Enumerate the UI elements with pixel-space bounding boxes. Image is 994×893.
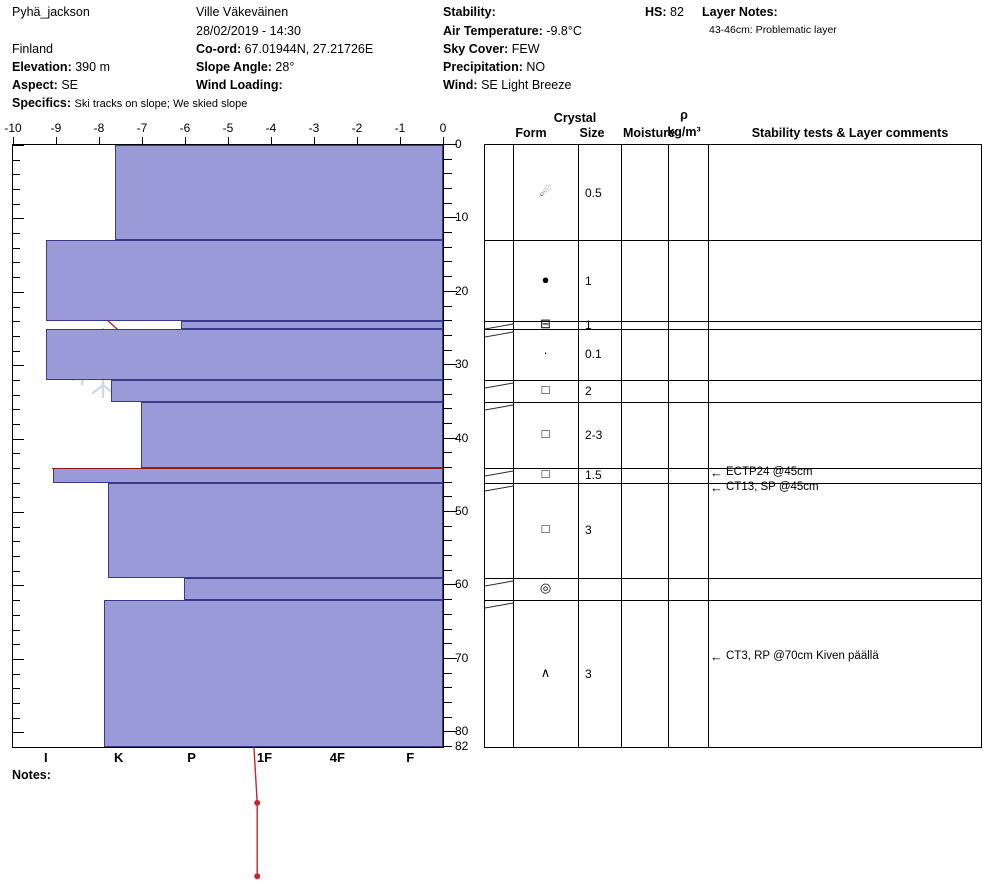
depth-tick-left	[13, 218, 24, 219]
precipitation-particles-icon: ☄	[539, 183, 552, 199]
depth-tick-left	[13, 262, 20, 263]
depth-tick	[444, 599, 452, 600]
depth-tick-left	[13, 556, 20, 557]
depth-tick-left	[13, 395, 20, 396]
layer-connector	[485, 475, 513, 491]
elevation-row	[12, 60, 110, 74]
layer-connector	[485, 394, 513, 410]
depth-tick-left	[13, 585, 24, 586]
temperature-tick	[400, 137, 401, 144]
temperature-tick-label: -4	[265, 121, 277, 135]
depth-tick-left	[13, 160, 20, 161]
layer-boundary	[485, 240, 981, 241]
depth-tick-left	[13, 321, 20, 322]
specifics-row	[12, 96, 247, 110]
precipitation-value: NO	[526, 60, 546, 74]
depth-tick	[444, 555, 452, 556]
layer-boundary	[485, 329, 981, 330]
precipitation-row	[443, 60, 545, 74]
temperature-tick	[13, 137, 14, 144]
depth-tick	[444, 526, 452, 527]
stability-test-label: ECTP24 @45cm	[726, 466, 813, 479]
depth-tick	[444, 159, 452, 160]
density-symbol-header: ρ	[680, 108, 688, 122]
temperature-tick	[185, 137, 186, 144]
depth-tick	[444, 643, 452, 644]
depth-tick-label: 82	[455, 739, 469, 753]
depth-tick	[444, 496, 452, 497]
depth-tick-left	[13, 674, 20, 675]
snow-height-value: 82	[670, 5, 684, 19]
slope-angle-label: Slope Angle:	[196, 60, 272, 74]
depth-tick-label: 30	[455, 357, 469, 372]
depth-tick-left	[13, 688, 20, 689]
temperature-tick	[228, 137, 229, 144]
layer-bar	[108, 483, 443, 578]
layer-connector	[485, 461, 513, 477]
temperature-tick	[99, 137, 100, 144]
depth-tick-left	[13, 409, 20, 410]
depth-tick-left	[13, 336, 20, 337]
hardness-label: F	[406, 750, 415, 765]
observation-datetime: 28/02/2019 - 14:30	[196, 24, 301, 38]
depth-tick-label: 10	[455, 210, 469, 225]
temperature-tick-label: -10	[4, 121, 22, 135]
depth-tick-left	[13, 277, 20, 278]
stability-test-label: CT3, RP @70cm Kiven päällä	[726, 649, 879, 662]
depth-tick	[444, 320, 452, 321]
slope-angle-value: 28°	[275, 60, 295, 74]
depth-tick-left	[13, 365, 24, 366]
decomposing-fragments-icon: ·	[543, 345, 548, 361]
wind-loading-label: Wind Loading:	[196, 78, 283, 92]
depth-tick	[444, 173, 452, 174]
wind-label: Wind:	[443, 78, 478, 92]
depth-tick-label: 80	[455, 724, 469, 739]
depth-tick-left	[13, 541, 20, 542]
depth-tick	[444, 232, 452, 233]
table-divider-size-moisture	[621, 145, 622, 747]
temperature-tick-label: -7	[136, 121, 148, 135]
sky-cover-value: FEW	[511, 42, 540, 56]
faceted-crystals-icon: □	[541, 521, 550, 537]
grain-size-cell: 3	[585, 666, 592, 681]
temperature-tick	[142, 137, 143, 144]
hardness-label: P	[187, 750, 196, 765]
grain-size-cell: 0.1	[585, 347, 602, 362]
depth-tick	[444, 467, 452, 468]
size-header: Size	[579, 126, 605, 140]
hardness-label: 1F	[256, 750, 273, 765]
temperature-tick-label: 0	[439, 121, 447, 135]
layer-bar	[184, 578, 443, 600]
precipitation-label: Precipitation:	[443, 60, 523, 74]
layer-bar	[181, 321, 443, 328]
depth-tick-left	[13, 497, 20, 498]
depth-tick	[444, 261, 452, 262]
depth-hoar-icon: ∧	[540, 664, 551, 680]
depth-tick	[444, 702, 452, 703]
depth-tick-left	[13, 468, 20, 469]
grain-size-cell: 2-3	[585, 427, 603, 442]
table-divider-form-size	[578, 145, 579, 747]
layer-bar	[104, 600, 443, 747]
depth-tick-left	[13, 145, 24, 146]
depth-tick-left	[13, 630, 20, 631]
layer-connector	[485, 593, 513, 609]
temperature-tick-label: -8	[93, 121, 105, 135]
depth-tick-left	[13, 292, 24, 293]
table-divider-moisture-density	[668, 145, 669, 747]
density-units-header: kg/m³	[667, 125, 701, 139]
aspect-label: Aspect:	[12, 78, 58, 92]
layer-bar	[115, 145, 443, 240]
temperature-tick-label: -2	[351, 121, 363, 135]
depth-tick	[444, 540, 452, 541]
temperature-tick	[56, 137, 57, 144]
rounded-grains-icon: ●	[541, 271, 550, 287]
layer-connector	[485, 372, 513, 388]
wind-row	[443, 78, 571, 92]
weak-layer-marker	[52, 468, 443, 469]
layer-notes-value: 43-46cm: Problematic layer	[709, 24, 837, 36]
wind-packed-icon: ⊟	[540, 315, 551, 331]
wind-loading-row	[196, 78, 283, 92]
depth-tick	[444, 335, 452, 336]
stability-tests-header: Stability tests & Layer comments	[751, 126, 949, 140]
depth-tick-left	[13, 659, 24, 660]
depth-tick	[444, 247, 452, 248]
hardness-label: 4F	[329, 750, 345, 765]
depth-tick-left	[13, 732, 24, 733]
depth-tick	[444, 188, 452, 189]
layer-boundary	[485, 600, 981, 601]
depth-tick-left	[13, 615, 20, 616]
depth-tick-left	[13, 204, 20, 205]
depth-tick-label: 40	[455, 430, 469, 445]
grain-size-cell: 3	[585, 523, 592, 538]
depth-tick	[444, 276, 452, 277]
hardness-scale-labels	[12, 750, 445, 770]
layer-bar	[46, 240, 443, 321]
elevation-value: 390 m	[75, 60, 110, 74]
layer-boundary	[485, 402, 981, 403]
air-temperature-value: -9.8°C	[546, 24, 582, 38]
notes-label: Notes:	[12, 768, 51, 782]
depth-axis	[444, 137, 474, 753]
temperature-tick	[443, 137, 444, 144]
depth-tick-left	[13, 644, 20, 645]
depth-tick-left	[13, 747, 20, 748]
layer-notes-header	[702, 5, 778, 19]
layer-boundary	[485, 380, 981, 381]
depth-tick	[444, 746, 452, 747]
stability-test-arrow: ←	[710, 648, 723, 664]
depth-tick	[444, 379, 452, 380]
wind-value: SE Light Breeze	[481, 78, 572, 92]
form-header: Form	[515, 126, 547, 140]
depth-tick	[444, 482, 452, 483]
crystal-header: Crystal	[553, 111, 597, 125]
grain-size-cell: 0.5	[585, 185, 602, 200]
depth-tick-left	[13, 424, 20, 425]
air-temperature-row	[443, 24, 582, 38]
depth-tick	[444, 629, 452, 630]
aspect-value: SE	[61, 78, 79, 92]
layer-bar	[111, 380, 443, 402]
snow-height-row	[645, 5, 684, 19]
depth-tick	[444, 673, 452, 674]
layer-boundary	[485, 578, 981, 579]
aspect-row	[12, 78, 78, 92]
grain-size-cell: 1	[585, 273, 592, 288]
temperature-tick-label: -6	[179, 121, 191, 135]
slope-angle-row	[196, 60, 294, 74]
snow-height-label: HS:	[645, 5, 667, 19]
stability-test-label: CT13, SP @45cm	[726, 481, 819, 494]
grain-size-cell: 1.5	[585, 468, 602, 483]
sky-cover-row	[443, 42, 540, 56]
stability-test-arrow: ←	[710, 480, 723, 496]
sky-cover-label: Sky Cover:	[443, 42, 509, 56]
depth-tick	[444, 452, 452, 453]
depth-tick-label: 70	[455, 650, 469, 665]
depth-tick	[444, 394, 452, 395]
country: Finland	[12, 42, 53, 56]
temperature-tick	[357, 137, 358, 144]
air-temperature-label: Air Temperature:	[443, 24, 543, 38]
depth-tick-left	[13, 351, 20, 352]
depth-tick-left	[13, 248, 20, 249]
moisture-header: Moisture	[622, 126, 676, 140]
depth-tick-label: 20	[455, 283, 469, 298]
depth-tick-label: 50	[455, 504, 469, 519]
table-divider-left	[513, 145, 514, 747]
depth-tick	[444, 614, 452, 615]
depth-tick	[444, 350, 452, 351]
observer: Ville Väkeväinen	[196, 5, 289, 19]
hardness-label: K	[113, 750, 124, 765]
depth-tick-left	[13, 189, 20, 190]
depth-tick-left	[13, 439, 24, 440]
faceted-crystals-icon: □	[541, 381, 550, 397]
hardness-profile-chart	[12, 144, 444, 748]
depth-tick	[444, 203, 452, 204]
depth-tick-left	[13, 233, 20, 234]
faceted-crystals-icon: □	[541, 425, 550, 441]
grain-size-cell: 1	[585, 317, 592, 332]
depth-tick	[444, 717, 452, 718]
hardness-label: I	[43, 750, 48, 765]
table-divider-density-comments	[708, 145, 709, 747]
depth-tick-left	[13, 380, 20, 381]
stability-test-arrow: ←	[710, 465, 723, 481]
elevation-label: Elevation:	[12, 60, 72, 74]
depth-tick-left	[13, 453, 20, 454]
depth-tick-left	[13, 512, 24, 513]
site-name: Pyhä_jackson	[12, 5, 90, 19]
depth-tick-left	[13, 307, 20, 308]
depth-tick	[444, 570, 452, 571]
depth-tick-left	[13, 703, 20, 704]
temperature-axis	[4, 118, 447, 144]
depth-tick-left	[13, 571, 20, 572]
stability-row	[443, 5, 496, 19]
temperature-tick-label: -5	[222, 121, 234, 135]
depth-tick	[444, 306, 452, 307]
coordinates-value: 67.01944N, 27.21726E	[244, 42, 374, 56]
depth-tick-label: 60	[455, 577, 469, 592]
depth-tick	[444, 687, 452, 688]
stability-label: Stability:	[443, 5, 496, 19]
specifics-label: Specifics:	[12, 96, 72, 110]
depth-tick	[444, 408, 452, 409]
depth-tick-left	[13, 174, 20, 175]
layer-boundary	[485, 321, 981, 322]
depth-tick	[444, 423, 452, 424]
layer-bar	[53, 468, 443, 483]
grain-size-cell: 2	[585, 383, 592, 398]
temperature-tick-label: -9	[50, 121, 62, 135]
temperature-tick	[271, 137, 272, 144]
faceted-crystals-icon: □	[541, 466, 550, 482]
depth-tick-left	[13, 600, 20, 601]
coordinates-label: Co-ord:	[196, 42, 242, 56]
depth-tick-left	[13, 527, 20, 528]
temperature-tick-label: -1	[394, 121, 406, 135]
layer-bar	[141, 402, 443, 468]
temperature-tick-label: -3	[308, 121, 320, 135]
depth-tick-left	[13, 718, 20, 719]
layer-bar	[46, 329, 443, 380]
layer-connector	[485, 571, 513, 587]
temperature-tick	[314, 137, 315, 144]
depth-hoar-cups-icon: ◎	[539, 580, 552, 596]
specifics-value: Ski tracks on slope; We skied slope	[74, 98, 248, 110]
depth-tick-left	[13, 483, 20, 484]
coordinates-row	[196, 42, 373, 56]
layer-notes-label: Layer Notes:	[702, 5, 778, 19]
depth-tick-label: 0	[455, 137, 462, 151]
